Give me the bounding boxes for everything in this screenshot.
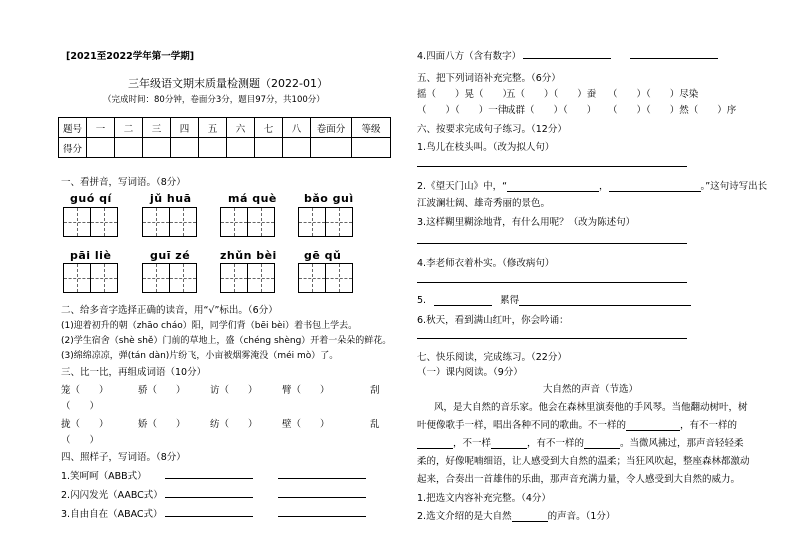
answer-blank[interactable] xyxy=(584,448,620,449)
pinyin-label: guī zé xyxy=(150,249,191,262)
pinyin-label: gē qǔ xyxy=(304,249,342,262)
writing-grid[interactable] xyxy=(298,207,352,237)
table-cell: 得分 xyxy=(59,138,87,158)
q5-item[interactable]: 摇（ ）晃（ ） xyxy=(417,89,513,100)
q5-item[interactable]: （ ）（ ）尽染 xyxy=(608,89,699,100)
q6-text: 。”这句诗写出长 xyxy=(700,181,768,192)
score-input-cell[interactable] xyxy=(199,138,227,158)
q1-heading: 一、看拼音，写词语。（8分） xyxy=(61,177,186,188)
table-cell: 题号 xyxy=(59,118,87,138)
q4-heading: 四、照样子，写词语。（8分） xyxy=(61,452,186,463)
q4-item: 3.自由自在（ABAC式） xyxy=(61,509,163,520)
passage-line: 柔的，好像呢喃细语，让人感受到大自然的温柔；当狂风吹起，整座森林都激动 xyxy=(417,456,750,467)
q6-text: ， xyxy=(599,181,609,192)
answer-line[interactable] xyxy=(278,478,366,479)
q6-text: 江波澜壮阔、雄奇秀丽的景色。 xyxy=(417,198,551,209)
q6-heading: 六、按要求完成句子练习。（12分） xyxy=(417,124,567,135)
pinyin-label: bǎo guì xyxy=(304,192,354,205)
q5-item[interactable]: （ ）（ ）一律 xyxy=(417,105,508,116)
q6-sentence: 3.这样糊里糊涂地背，有什么用呢？（改为陈述句） xyxy=(417,217,636,228)
q6-sentence: 6.秋天，看到满山红叶，你会吟诵： xyxy=(417,315,569,326)
table-cell: 一 xyxy=(87,118,115,138)
school-year: [2021至2022学年第一学期] xyxy=(66,51,195,62)
pinyin-label: pāi liè xyxy=(70,249,112,262)
q3-heading: 三、比一比，再组成词语（10分） xyxy=(61,367,207,378)
score-input-cell[interactable] xyxy=(311,138,352,158)
writing-grid[interactable] xyxy=(63,207,117,237)
q6-sentence xyxy=(417,178,767,192)
q3-item[interactable]: 访（ ） xyxy=(210,385,258,396)
q4-item: 1.笑呵呵（ABB式） xyxy=(61,471,147,482)
q6-text: 累得 xyxy=(500,295,520,306)
question-text: 2.选文介绍的是大自然 xyxy=(417,511,512,522)
q5-heading: 五、把下列词语补充完整。（6分） xyxy=(417,73,561,84)
passage-title: 大自然的声音（节选） xyxy=(543,384,639,395)
pinyin-label: guó qí xyxy=(70,192,112,205)
answer-blank[interactable] xyxy=(507,191,599,192)
q7-question: 1.把选文内容补充完整。（4分） xyxy=(417,493,551,504)
table-cell: 六 xyxy=(227,118,255,138)
score-input-cell[interactable] xyxy=(87,138,115,158)
score-input-cell[interactable] xyxy=(283,138,311,158)
q2-item[interactable]: (3)绵绵凉凉，弹(tán dàn)片纷飞，小亩被烟雾淹没（méi mò）了。 xyxy=(61,351,339,361)
writing-grid[interactable] xyxy=(63,263,117,293)
question-text: 的声音。（1分） xyxy=(547,511,616,522)
q5-item[interactable]: 五（ ）（ ）蚕 xyxy=(506,89,597,100)
q2-heading: 二、给多音字选择正确的读音，用“√”标出。（6分） xyxy=(61,305,278,316)
q5-item[interactable]: 成群（ ）（ ） xyxy=(506,105,597,116)
answer-line[interactable] xyxy=(165,516,253,517)
table-cell: 三 xyxy=(143,118,171,138)
score-input-cell[interactable] xyxy=(143,138,171,158)
q2-item[interactable]: (2)学生宿舍（shè shě）门前的草地上，盛（chéng shèng）开着一朵朵的鲜花。 xyxy=(61,336,392,346)
score-input-cell[interactable] xyxy=(171,138,199,158)
q6-sentence xyxy=(417,292,691,306)
answer-blank[interactable] xyxy=(609,191,701,192)
table-cell: 八 xyxy=(283,118,311,138)
q5-item[interactable]: （ ）（ ）然（ ）序 xyxy=(608,105,737,116)
answer-blank[interactable] xyxy=(626,430,680,431)
score-table-header-row xyxy=(59,118,391,138)
writing-grid[interactable] xyxy=(142,207,196,237)
pinyin-label: jǔ huā xyxy=(150,192,192,205)
q3-item[interactable]: 拢（ ） xyxy=(61,419,109,430)
table-cell: 七 xyxy=(255,118,283,138)
table-cell: 四 xyxy=(171,118,199,138)
q7-heading: 七、快乐阅读，完成练习。（22分） xyxy=(417,352,567,363)
passage-line xyxy=(417,417,737,431)
q3-item[interactable]: 臂（ ） xyxy=(282,385,330,396)
q3-item[interactable]: （ ） xyxy=(61,435,100,446)
passage-line: 起来，合奏出一首雄伟的乐曲，那声音充满力量，令人感受到大自然的威力。 xyxy=(417,474,741,485)
q3-item[interactable]: 笼（ ） xyxy=(61,385,109,396)
score-input-cell[interactable] xyxy=(227,138,255,158)
answer-line[interactable] xyxy=(523,58,611,59)
q3-item[interactable]: 骄（ ） xyxy=(138,385,186,396)
exam-info: （完成时间：80分钟，卷面分3分，题目97分，共100分） xyxy=(103,95,325,105)
score-input-cell[interactable] xyxy=(255,138,283,158)
pinyin-label: má què xyxy=(228,192,277,205)
q6-text: 5. xyxy=(417,295,427,306)
passage-text: 叶便像歌手一样，唱出各种不同的歌曲。不一样的 xyxy=(417,420,627,431)
q3-item[interactable]: 壁（ ） xyxy=(282,419,330,430)
answer-line[interactable] xyxy=(165,497,253,498)
passage-text: 。当微风拂过，那声音轻轻柔 xyxy=(620,438,744,449)
writing-grid[interactable] xyxy=(142,263,196,293)
answer-blank[interactable] xyxy=(417,448,453,449)
table-cell: 二 xyxy=(115,118,143,138)
answer-line[interactable] xyxy=(417,338,687,339)
answer-blank[interactable] xyxy=(434,305,492,306)
answer-line[interactable] xyxy=(417,166,687,167)
writing-grid[interactable] xyxy=(298,263,352,293)
q2-item[interactable]: (1)迎着初升的朝（zhāo cháo）阳，同学们背（bēi bèi）着书包上学去。 xyxy=(61,321,358,331)
writing-grid[interactable] xyxy=(220,207,274,237)
passage-line xyxy=(417,435,744,449)
answer-line[interactable] xyxy=(417,243,687,244)
table-cell: 等级 xyxy=(352,118,391,138)
exam-title: 三年级语文期末质量检测题（2022-01） xyxy=(128,77,328,90)
writing-grid[interactable] xyxy=(220,263,274,293)
answer-line[interactable] xyxy=(630,58,718,59)
q6-text: 2.《望天门山》中，“ xyxy=(417,181,507,192)
q6-sentence: 4.李老师衣着朴实。（修改病句） xyxy=(417,258,555,269)
passage-text: ，不一样 xyxy=(453,438,492,449)
q3-item[interactable]: （ ） xyxy=(61,401,100,412)
q3-item[interactable]: 乱 xyxy=(370,419,380,430)
q7-subheading: （一）课内阅读。（9分） xyxy=(417,367,523,378)
q4-item: 4.四面八方（含有数字） xyxy=(417,51,522,62)
q6-sentence: 1.鸟儿在枝头叫。（改为拟人句） xyxy=(417,142,555,153)
q3-item[interactable]: 刮 xyxy=(370,385,380,396)
q3-item[interactable]: 纺（ ） xyxy=(210,419,258,430)
score-input-cell[interactable] xyxy=(115,138,143,158)
answer-blank[interactable] xyxy=(512,521,548,522)
q7-question xyxy=(417,508,615,522)
answer-line[interactable] xyxy=(278,516,366,517)
passage-text: ，有不一样的 xyxy=(527,438,585,449)
pinyin-label: zhǔn bèi xyxy=(220,249,277,262)
passage-line: 风，是大自然的音乐家。他会在森林里演奏他的手风琴。当他翻动树叶，树 xyxy=(434,402,748,413)
passage-text: ，有不一样的 xyxy=(680,420,738,431)
answer-line[interactable] xyxy=(278,497,366,498)
answer-line[interactable] xyxy=(417,282,687,283)
score-table xyxy=(58,117,391,158)
q3-item[interactable]: 娇（ ） xyxy=(138,419,186,430)
score-table-score-row xyxy=(59,138,391,158)
table-cell: 卷面分 xyxy=(311,118,352,138)
table-cell: 五 xyxy=(199,118,227,138)
answer-line[interactable] xyxy=(165,478,253,479)
answer-blank[interactable] xyxy=(519,305,691,306)
answer-blank[interactable] xyxy=(491,448,527,449)
q4-item: 2.闪闪发光（AABC式） xyxy=(61,490,163,501)
score-input-cell[interactable] xyxy=(352,138,391,158)
